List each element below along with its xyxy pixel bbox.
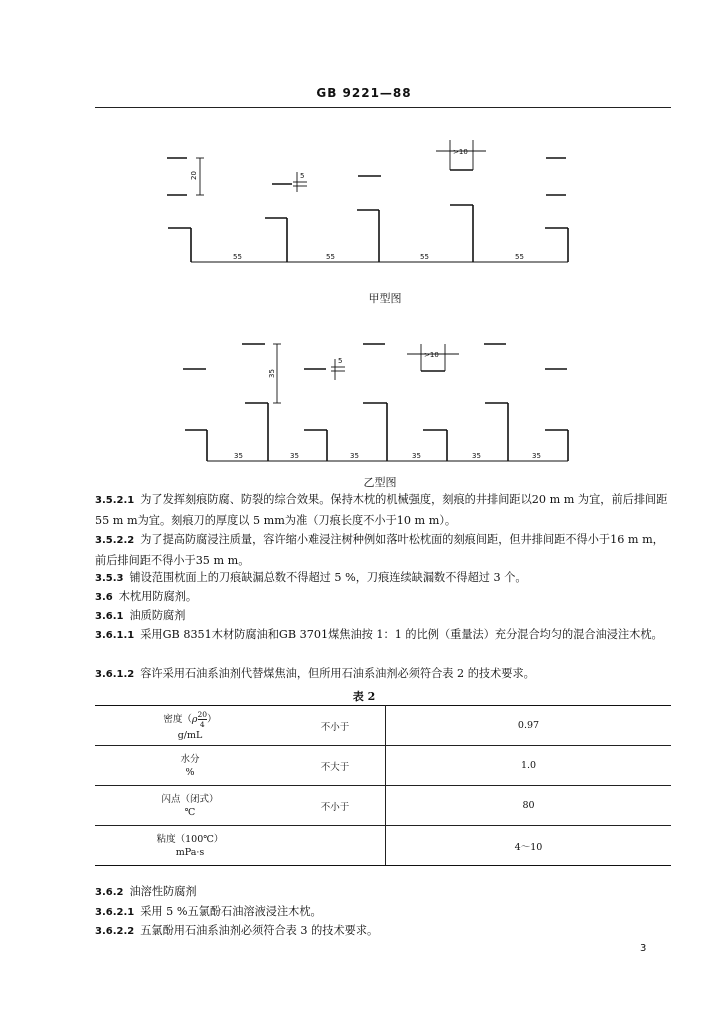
paragraph (95, 664, 675, 685)
spec-table (95, 705, 671, 866)
clause-number: 3.6.1.2 (95, 669, 135, 680)
clause-number: 3.5.2.1 (95, 495, 135, 506)
property-cell: 闪点（闭式） ℃ (95, 786, 285, 826)
table-row (95, 706, 671, 746)
paragraph (95, 530, 675, 571)
dim-label: 35 (472, 452, 481, 460)
clause-text: 采用GB 8351木材防腐油和GB 3701煤焦油按 1：1 的比例（重量法）充分混合均匀的混合油浸注木枕。 (140, 628, 663, 641)
clause-text: 五氯酚用石油系油剂必须符合表 3 的技术要求。 (140, 924, 379, 937)
unit-text: % (185, 766, 195, 778)
value-cell: 1.0 (386, 746, 672, 786)
qualifier-cell: 不小于 (285, 706, 386, 746)
qualifier-cell: 不小于 (285, 786, 386, 826)
qualifier-cell: 不大于 (285, 746, 386, 786)
dim-label: 35 (412, 452, 421, 460)
paragraph (95, 902, 675, 923)
clause-number: 3.6.1.1 (95, 630, 135, 641)
clause-number: 3.5.2.2 (95, 535, 135, 546)
table-row (95, 826, 671, 866)
table-row (95, 746, 671, 786)
dim-label: 35 (532, 452, 541, 460)
clause-number: 3.5.3 (95, 573, 124, 584)
clause-number: 3.6 (95, 592, 113, 603)
clause-number: 3.6.1 (95, 611, 124, 622)
unit-text: ℃ (184, 806, 196, 818)
thickness-label: 5 (338, 357, 343, 365)
header-rule (95, 107, 671, 108)
length-label: >10 (453, 148, 468, 156)
clause-text: 为了提高防腐浸注质量，容许缩小难浸注树种例如落叶松枕面的刻痕间距，但井排间距不得小于16 m m，前后排间距不得小于35 m m。 (95, 533, 664, 567)
dim-label: 55 (420, 253, 429, 261)
figure-b (0, 335, 728, 470)
unit-text: mPa·s (175, 846, 205, 858)
table-row (95, 786, 671, 826)
height-label: 20 (190, 171, 198, 180)
dim-label: 35 (290, 452, 299, 460)
value-cell: 80 (386, 786, 672, 826)
paragraph (95, 568, 675, 589)
paragraph (95, 625, 675, 646)
clause-text: 木枕用防腐剂。 (118, 590, 198, 603)
qualifier-cell (285, 826, 386, 866)
property-cell: 粘度（100℃） mPa·s (95, 826, 285, 866)
clause-text: 油质防腐剂 (129, 609, 186, 622)
property-cell: 密度（ρ $\frac{20}{4}$ ） g/mL (95, 706, 285, 746)
dim-label: 35 (350, 452, 359, 460)
length-label: >10 (424, 351, 439, 359)
clause-text: 容许采用石油系油剂代替煤焦油，但所用石油系油剂必须符合表 2 的技术要求。 (140, 667, 535, 680)
clause-number: 3.6.2.2 (95, 926, 135, 937)
clause-text: 铺设范围枕面上的刀痕缺漏总数不得超过 5 %，刀痕连续缺漏数不得超过 3 个。 (129, 571, 527, 584)
paragraph (95, 587, 675, 608)
page-number: 3 (640, 943, 647, 954)
figure-a (0, 130, 728, 280)
paragraph (95, 882, 675, 903)
clause-text: 采用 5 %五氯酚石油溶液浸注木枕。 (140, 905, 322, 918)
table-caption: 表 2 (352, 690, 376, 703)
dim-label: 35 (234, 452, 243, 460)
height-label: 35 (268, 369, 276, 378)
clause-number: 3.6.2 (95, 887, 124, 898)
document-header: GB 9221—88 (316, 86, 412, 100)
dim-label: 55 (515, 253, 524, 261)
dim-label: 55 (233, 253, 242, 261)
dim-label: 55 (326, 253, 335, 261)
value-cell: 4～10 (386, 826, 672, 866)
paragraph (95, 490, 675, 531)
figure-b-caption: 乙型图 (363, 476, 397, 489)
paragraph (95, 921, 675, 942)
clause-text: 为了发挥刻痕防腐、防裂的综合效果。保持木枕的机械强度，刻痕的井排间距以20 m m 为宜，前后排间距55 m m为宜。刻痕刀的厚度以 5 mm为准（刀痕长度不小于10 m m）。 (95, 493, 668, 527)
paragraph (95, 606, 675, 627)
clause-number: 3.6.2.1 (95, 907, 135, 918)
property-cell: 水分 % (95, 746, 285, 786)
value-cell: 0.97 (386, 706, 672, 746)
thickness-label: 5 (300, 172, 305, 180)
figure-a-caption: 甲型图 (368, 292, 402, 305)
unit-text: g/mL (177, 729, 203, 741)
clause-text: 油溶性防腐剂 (129, 885, 197, 898)
